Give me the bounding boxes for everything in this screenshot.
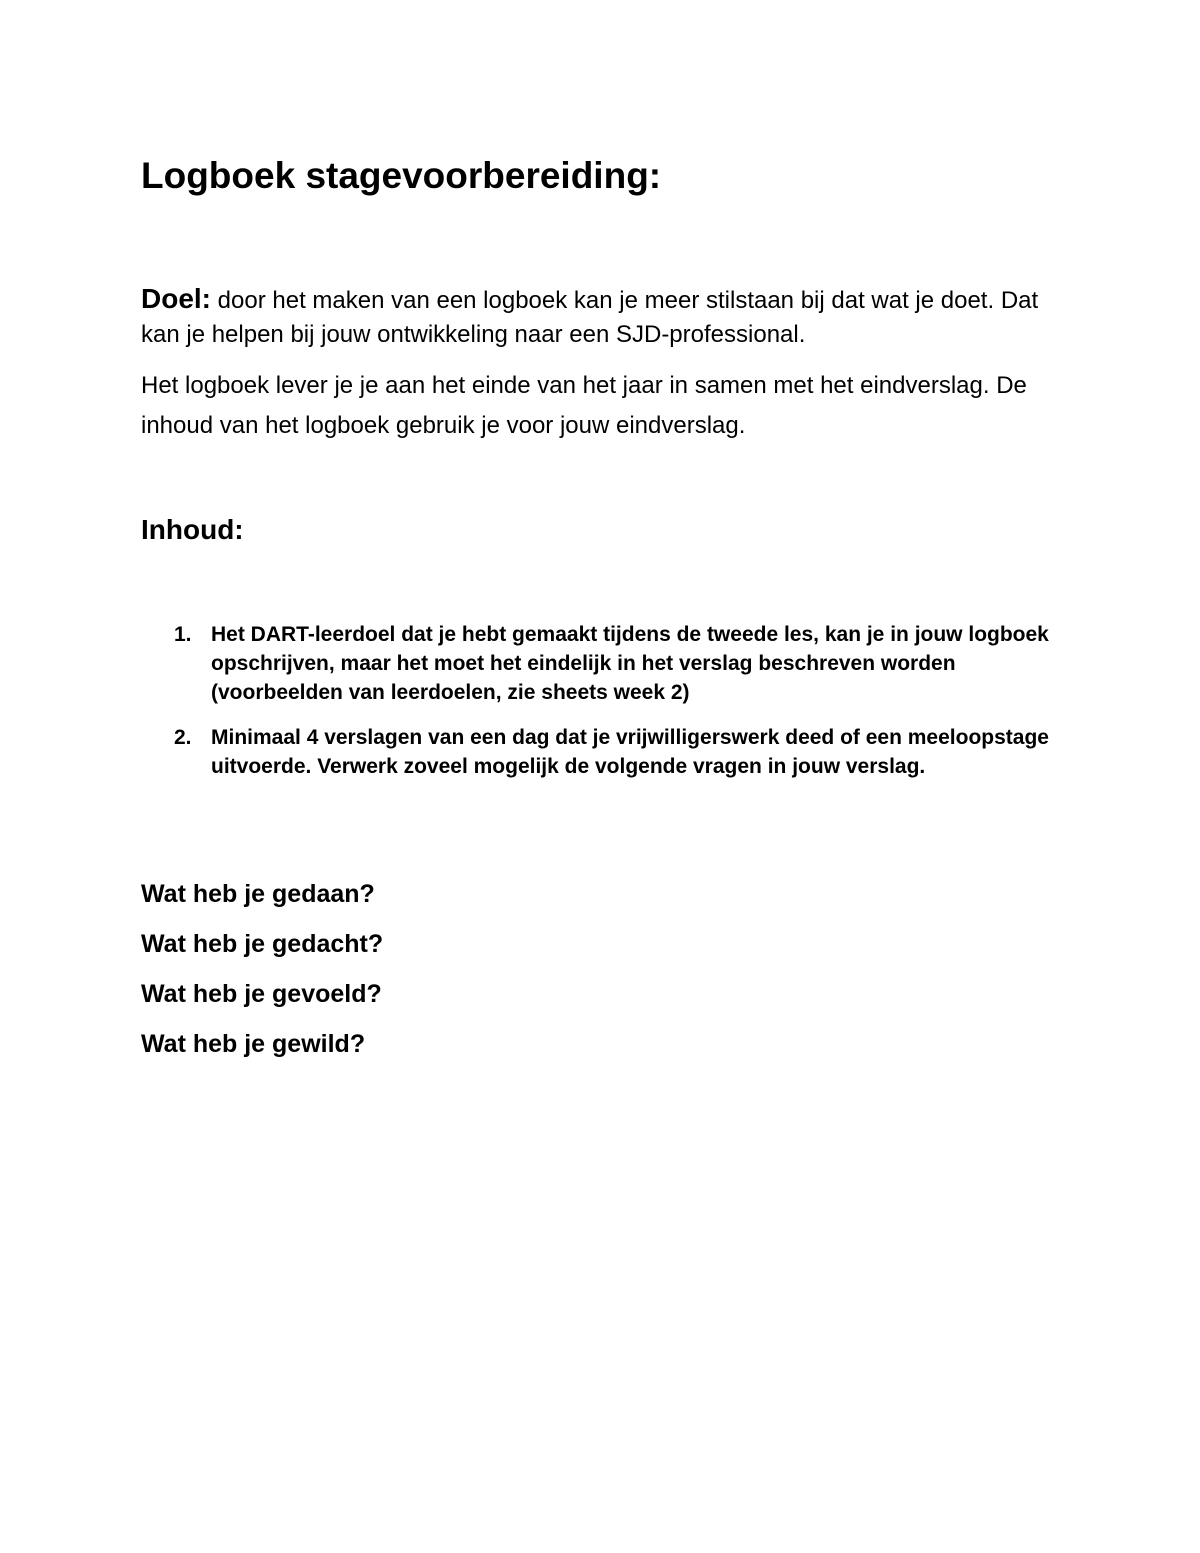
list-item-text: Het DART-leerdoel dat je hebt gemaakt tijdens de tweede les, kan je in jouw logboek opschrijven, maar het moet het eindelijk in het verslag beschreven worden (voorbeelden van leerdoelen, zie sheets week 2) [211, 623, 1049, 704]
doel-text: door het maken van een logboek kan je meer stilstaan bij dat wat je doet. Dat kan je helpen bij jouw ontwikkeling naar een SJD-professional. [141, 287, 1039, 348]
doel-label: Doel: [141, 283, 211, 314]
question-gedaan: Wat heb je gedaan? [141, 880, 375, 908]
document-title: Logboek stagevoorbereiding: [141, 155, 662, 196]
list-item-number: 2. [174, 726, 192, 749]
list-item-number: 1. [174, 623, 192, 646]
reflection-questions [141, 876, 383, 1076]
submission-paragraph: Het logboek lever je je aan het einde van het jaar in samen met het eindverslag. De inhoud van het logboek gebruik je voor jouw eindverslag. [141, 372, 1027, 439]
list-item [174, 723, 1074, 781]
question-gevoeld: Wat heb je gevoeld? [141, 980, 382, 1008]
doel-paragraph [141, 282, 1081, 352]
list-item-text: Minimaal 4 verslagen van een dag dat je vrijwilligerswerk deed of een meeloopstage uitvoerde. Verwerk zoveel mogelijk de volgende vragen in jouw verslag. [211, 726, 1049, 778]
list-item [174, 620, 1074, 707]
question-gedacht: Wat heb je gedacht? [141, 930, 384, 958]
inhoud-heading: Inhoud: [141, 514, 244, 545]
question-gewild: Wat heb je gewild? [141, 1030, 366, 1058]
content-list [174, 620, 1074, 781]
